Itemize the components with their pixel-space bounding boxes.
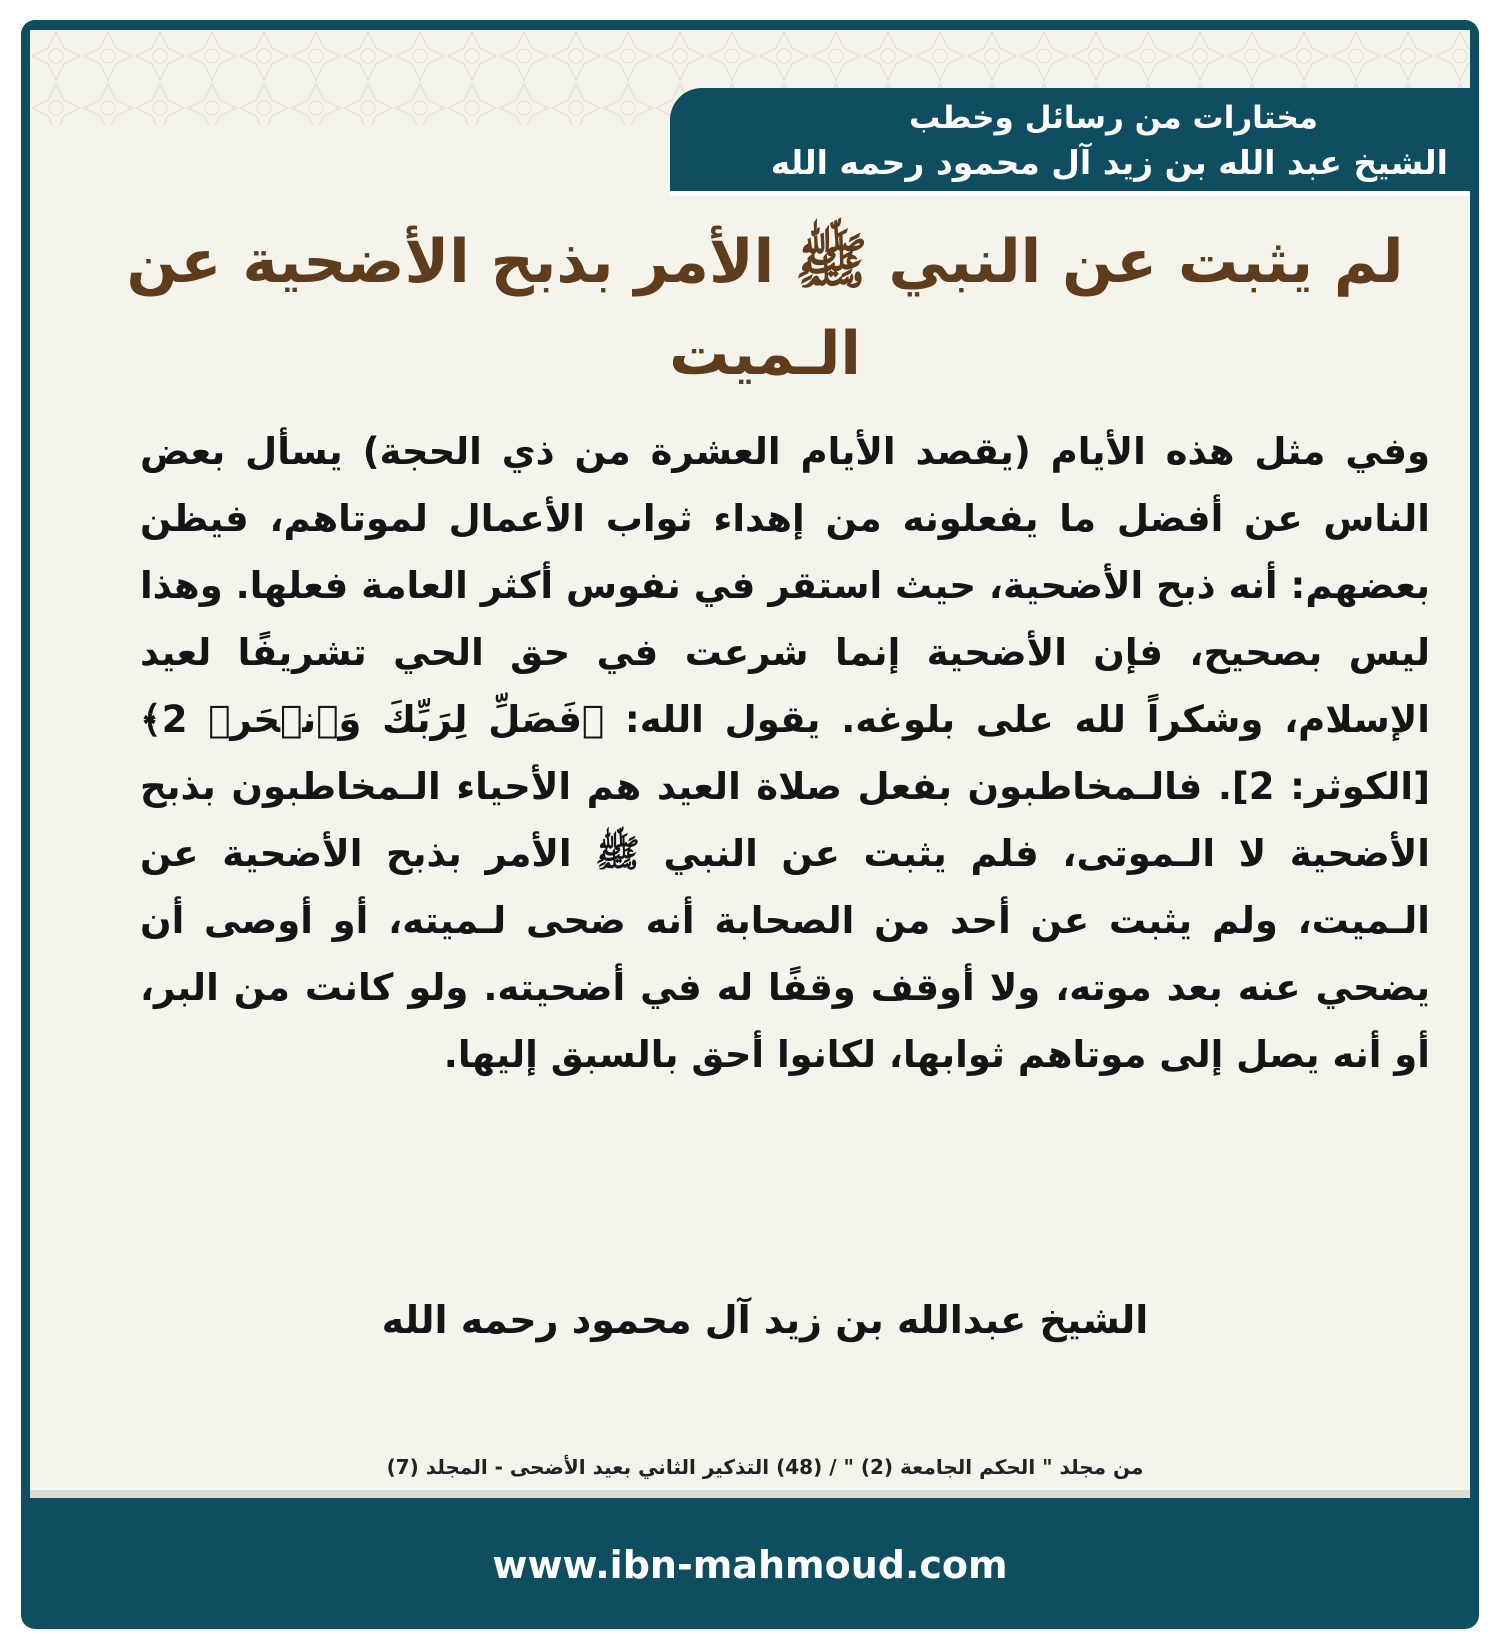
author-signature: الشيخ عبدالله بن زيد آل محمود رحمه الله xyxy=(381,1298,1149,1342)
content-panel xyxy=(30,30,1470,1498)
header-author-name: الشيخ عبد الله بن زيد آل محمود رحمه الله xyxy=(770,143,1448,182)
bottom-divider xyxy=(30,1490,1470,1498)
website-url: www.ibn-mahmoud.com xyxy=(492,1543,1008,1587)
body-paragraph: وفي مثل هذه الأيام (يقصد الأيام العشرة من ذي الحجة) يسأل بعض الناس عن أفضل ما يفعلونه من إهداء ثواب الأعمال لموتاهم، فيظن بعضهم: أنه ذبح الأضحية، حيث استقر في نفوس أكثر العامة فعلها. وهذا ليس بصحيح، فإن الأضحية إنما شرعت في حق الحي تشريفًا لعيد الإسلام، وشكراً لله على بلوغه. يقول الله: ﴿فَصَلِّ لِرَبِّكَ وَٱنۡحَرۡ 2﴾ [الكوثر: 2]. فالـمخاطبون بفعل صلاة العيد هم الأحياء الـمخاطبون بذبح الأضحية لا الـموتى، فلم يثبت عن النبي ﷺ الأمر بذبح الأضحية عن الـميت، ولم يثبت عن أحد من الصحابة أنه ضحى لـميته، أو أوصى أن يضحي عنه بعد موته، ولا أوقف وقفًا له في أضحيته. ولو كانت من البر، أو أنه يصل إلى موتاهم ثوابها، لكانوا أحق بالسبق إليها. xyxy=(140,430,1431,1076)
header-banner xyxy=(670,88,1470,196)
page-title: لم يثبت عن النبي ﷺ الأمر بذبح الأضحية عن الـميت xyxy=(126,227,1404,389)
header-collection-title: مختارات من رسائل وخطب xyxy=(909,100,1318,136)
source-citation: من مجلد " الحكم الجامعة (2) " / (48) التذكير الثاني بعيد الأضحى - المجلد (7) xyxy=(386,1455,1144,1479)
